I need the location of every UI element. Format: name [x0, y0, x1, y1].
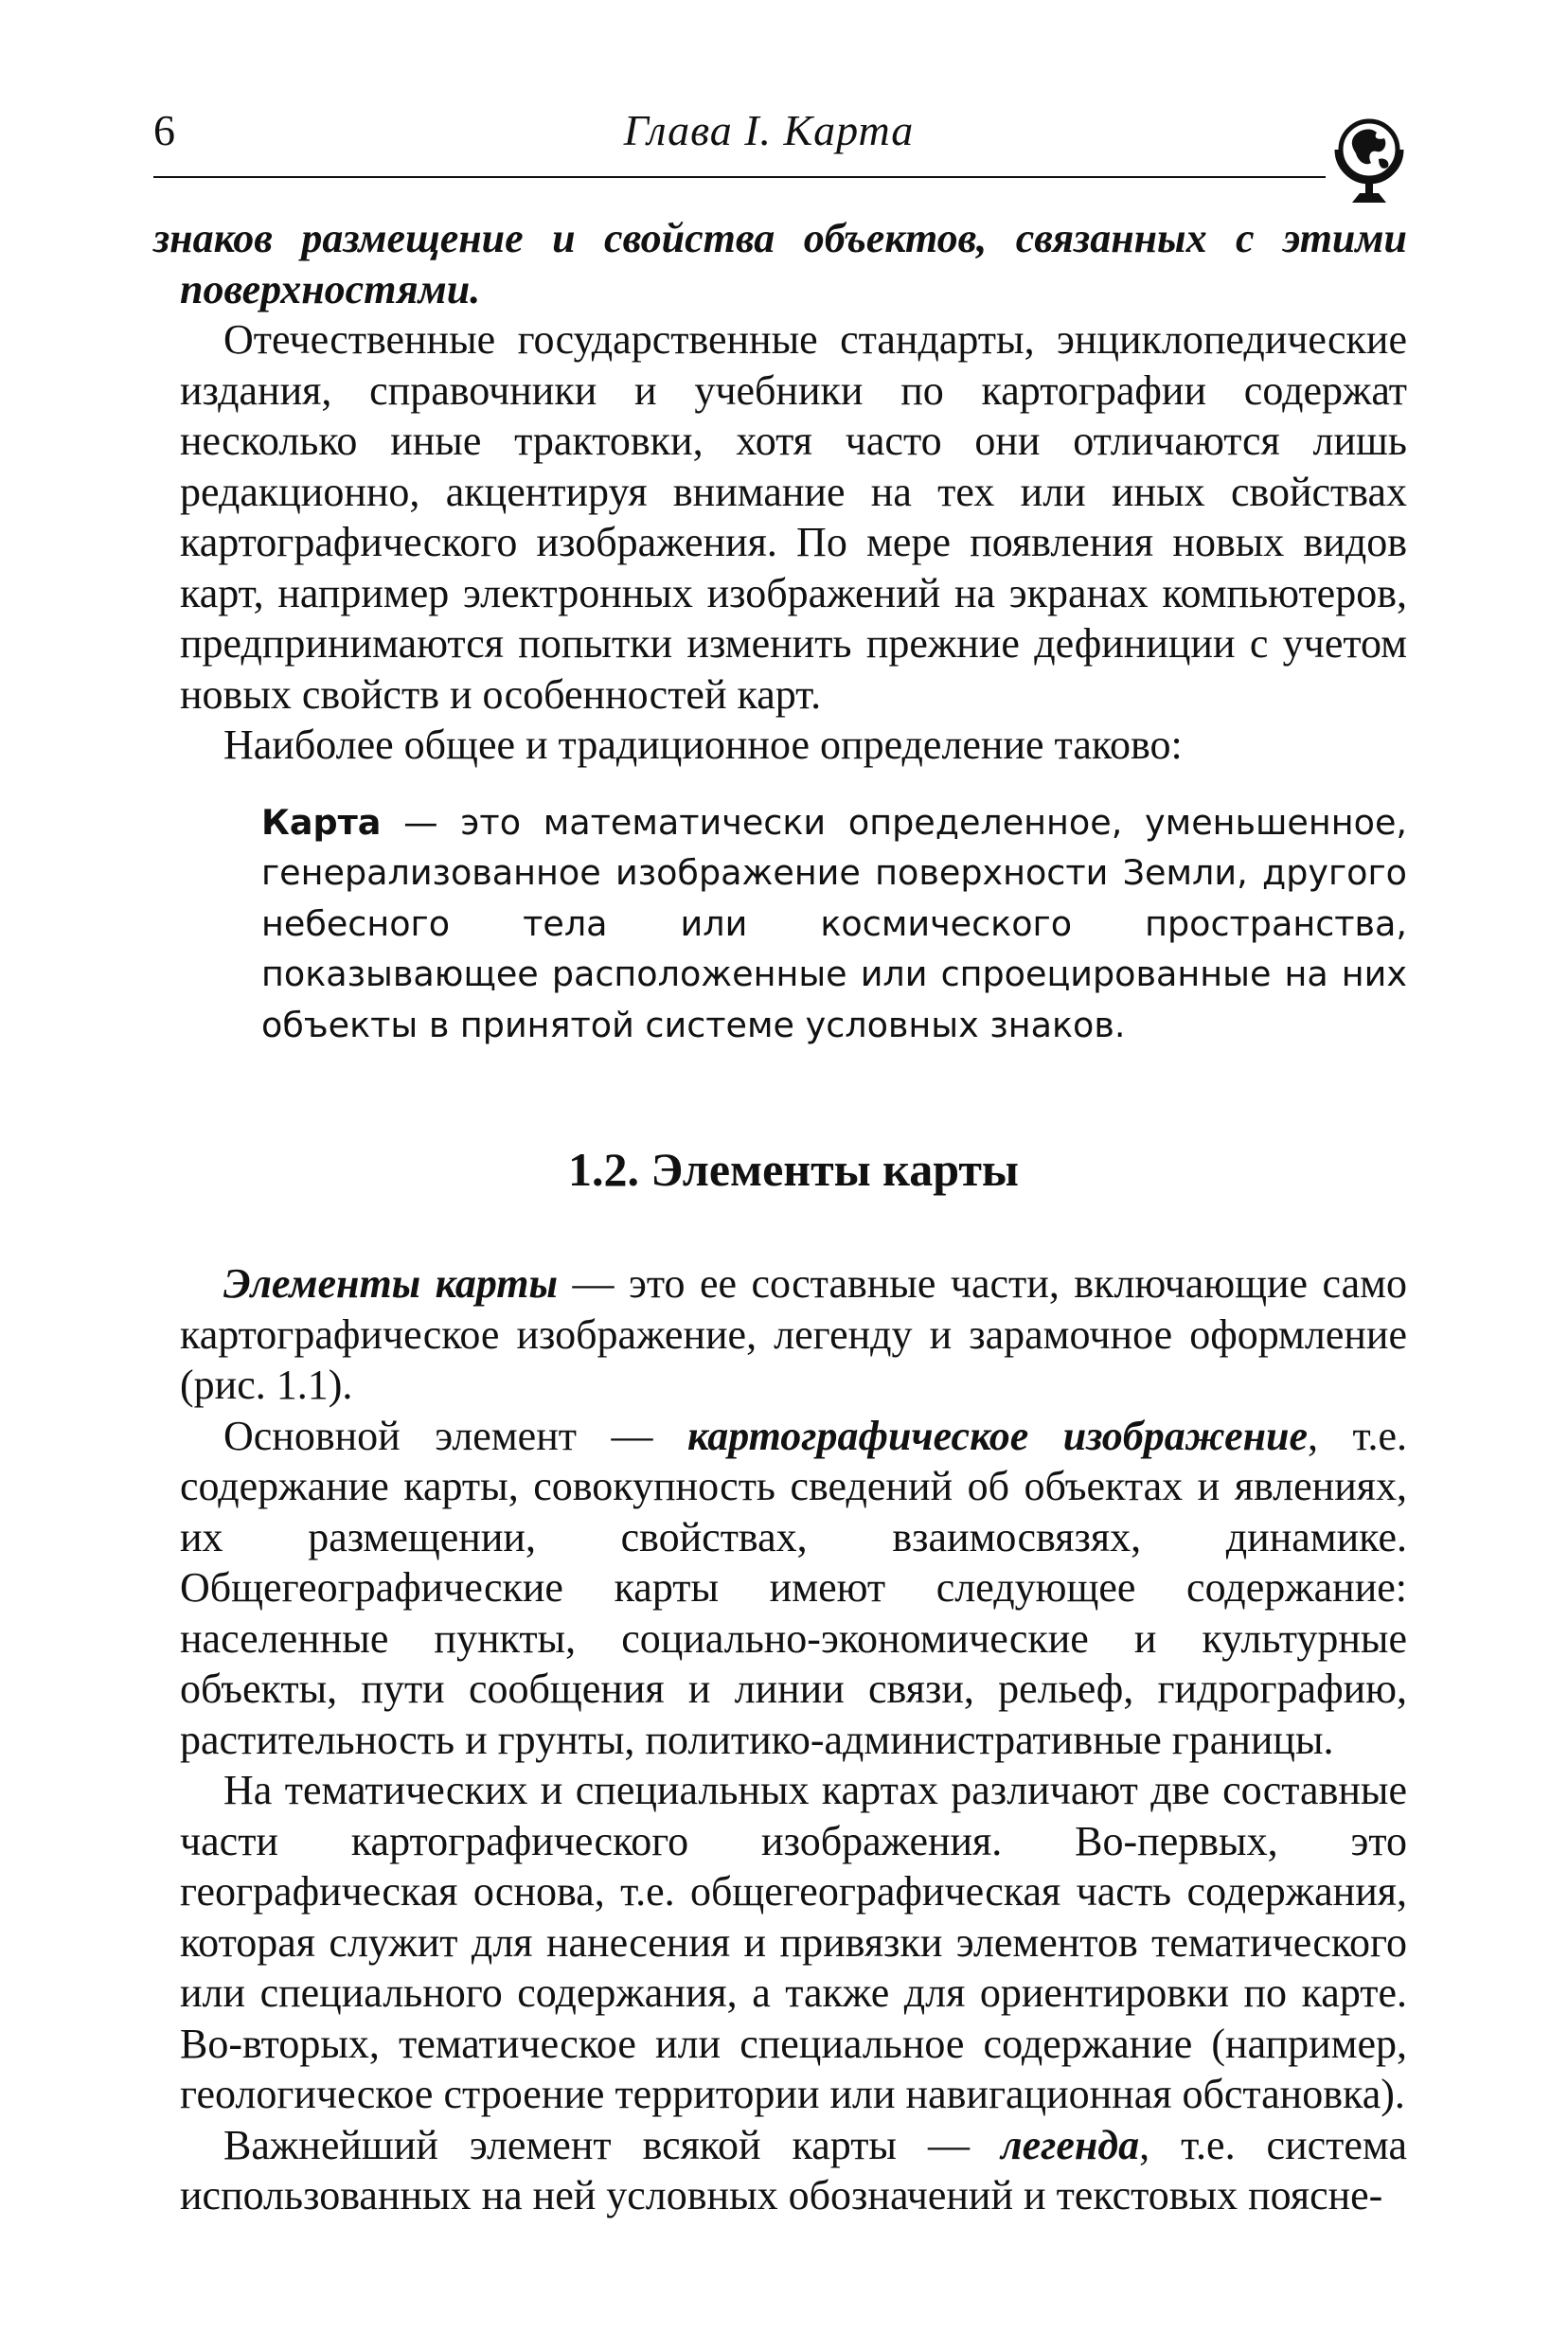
definition-text: — это математически определенное, уменьшенное, генерализованное изображение поверхности Земли, другого небесного тела или космического пространства, показывающее расположенные или спроецированные на них объекты в принятой системе условных знаков.	[261, 801, 1407, 1045]
definition-block	[261, 797, 1407, 1051]
paragraph-continued	[153, 213, 1407, 314]
paragraph-text: , т.е. система использованных на ней условных обозначений и текстовых поясне-	[180, 2121, 1407, 2218]
page-number: 6	[153, 106, 175, 154]
paragraph: Отечественные государственные стандарты, энциклопедические издания, справочники и учебники по картографии содержат несколько иные трактовки, хотя часто они отличаются лишь редакционно, акцентируя внимание на тех или иных свойствах картографического изображения. По мере появления новых видов карт, например электронных изображений на экранах компьютеров, предпринимаются попытки изменить прежние дефиниции с учетом новых свойств и особенностей карт.	[180, 316, 1407, 718]
term-elements: Элементы карты	[223, 1260, 559, 1307]
paragraph-text: — это ее составные части, включающие само картографическое изображение, легенду и зарамочное оформление (рис. 1.1).	[180, 1260, 1407, 1408]
running-header	[153, 102, 1403, 159]
paragraph	[180, 2120, 1407, 2221]
header-rule	[153, 176, 1326, 178]
paragraph	[180, 1411, 1407, 1766]
paragraph	[180, 1258, 1407, 1411]
page-content	[153, 213, 1407, 2221]
paragraph-text: , т.е. содержание карты, совокупность сведений об объектах и явлениях, их размещении, свойствах, взаимосвязях, динамике. Общегеографические карты имеют следующее содержание: населенные пункты, социально-экономические и культурные объекты, пути сообщения и линии связи, рельеф, гидрографию, растительность и грунты, политико-административные границы.	[180, 1412, 1407, 1763]
globe-icon	[1329, 112, 1409, 206]
paragraph-text: Важнейший элемент всякой карты —	[223, 2121, 1001, 2168]
section-heading: 1.2. Элементы карты	[568, 1143, 1019, 1196]
paragraph: Наиболее общее и традиционное определение таково:	[223, 722, 1183, 768]
emphasis-text: знаков размещение и свойства объектов, связанных с этими поверхностями.	[153, 215, 1407, 312]
term-cartographic-image: картографическое изображение	[687, 1412, 1309, 1459]
term-legend: легенда	[1000, 2121, 1140, 2168]
definition-term: Карта	[261, 801, 382, 843]
paragraph-text: Основной элемент —	[223, 1412, 688, 1459]
paragraph: На тематических и специальных картах различают две составные части картографического изображения. Во-первых, это географическая основа, т.е. общегеографическая часть содержания, которая служит для нанесения и привязки элементов тематического или специального содержания, а также для ориентировки по карте. Во-вторых, тематическое или специальное содержание (например, геологическое строение территории или навигационная обстановка).	[180, 1767, 1407, 2117]
chapter-title: Глава I. Карта	[623, 106, 915, 154]
